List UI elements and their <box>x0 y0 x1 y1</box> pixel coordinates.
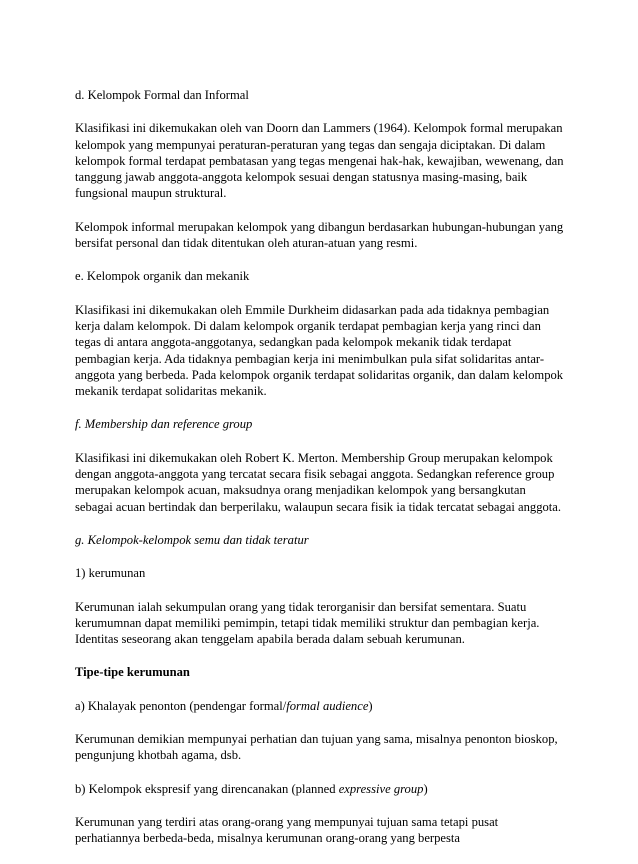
section-g-heading: g. Kelompok-kelompok semu dan tidak teratur <box>75 532 309 547</box>
crowd-type-a-heading <box>75 698 565 714</box>
crowd-type-b-heading-prefix: b) Kelompok ekspresif yang direncanakan (planned <box>75 781 339 796</box>
crowd-type-a-paragraph: Kerumunan demikian mempunyai perhatian dan tujuan yang sama, misalnya penonton bioskop, pengunjung khotbah agama, dsb. <box>75 732 558 763</box>
crowd-type-b-paragraph: Kerumunan yang terdiri atas orang-orang yang mempunyai tujuan sama tetapi pusat perhatiannya berbeda-beda, misalnya kerumunan orang-orang yang berpesta <box>75 814 499 846</box>
section-d-paragraph-1: Klasifikasi ini dikemukakan oleh van Doorn dan Lammers (1964). Kelompok formal merupakan kelompok yang mempunyai peraturan-peraturan yang tegas dan sengaja diciptakan. Di dalam kelompok formal terdapat pembatasan yang tegas mengenai hak-hak, kewajiban, wewenang, dan tanggung jawab anggota-anggota kelompok sesuai dengan statusnya masing-masing, baik fungsional maupun struktural. <box>75 121 564 201</box>
section-e-paragraph-1: Klasifikasi ini dikemukakan oleh Emmile Durkheim didasarkan pada ada tidaknya pembagian kerja dalam kelompok. Di dalam kelompok organik terdapat pembagian kerja yang rinci dan tegas di antara anggota-anggotanya, sedangkan pada kelompok mekanik tidak terdapat pembagian kerja. Ada tidaknya pembagian kerja ini menimbulkan pula sifat solidaritas antar-anggota yang berbeda. Pada kelompok organik terdapat solidaritas organik, dan dalam kelompok mekanik terdapat solidaritas mekanik. <box>75 302 564 399</box>
crowd-type-a-heading-suffix: ) <box>368 698 373 713</box>
crowd-type-a-heading-prefix: a) Khalayak penonton (pendengar formal/ <box>75 698 287 713</box>
crowd-type-b-heading <box>75 781 565 797</box>
section-g1-paragraph-1: Kerumunan ialah sekumpulan orang yang tidak terorganisir dan bersifat sementara. Suatu kerumumnan dapat memiliki pemimpin, tetapi tidak memiliki struktur dan pembagian kerja. Identitas seseorang akan tenggelam apabila berada dalam sebuah kerumunan. <box>75 599 540 647</box>
crowd-type-b-heading-italic: expressive group <box>338 781 424 796</box>
section-f-paragraph-1: Klasifikasi ini dikemukakan oleh Robert K. Merton. Membership Group merupakan kelompok dengan anggota-anggota yang tercatat secara fisik sebagai anggota. Sedangkan reference group merupakan kelompok acuan, maksudnya orang menjadikan kelompok yang bersangkutan sebagai acuan bertindak dan berperilaku, walaupun secara fisik ia tidak tercatat sebagai anggota. <box>75 450 562 514</box>
section-e-heading: e. Kelompok organik dan mekanik <box>75 269 250 284</box>
section-g1-heading: 1) kerumunan <box>75 566 146 581</box>
section-d-heading: d. Kelompok Formal dan Informal <box>75 88 249 102</box>
crowd-types-heading: Tipe-tipe kerumunan <box>75 665 190 680</box>
crowd-type-b-heading-suffix: ) <box>423 781 428 796</box>
section-f-heading: f. Membership dan reference group <box>75 417 253 432</box>
crowd-type-a-heading-italic: formal audience <box>286 698 369 713</box>
section-d-paragraph-2: Kelompok informal merupakan kelompok yang dibangun berdasarkan hubungan-hubungan yang bersifat personal dan tidak ditentukan oleh aturan-atuan yang resmi. <box>75 219 564 251</box>
document-page <box>75 87 565 864</box>
